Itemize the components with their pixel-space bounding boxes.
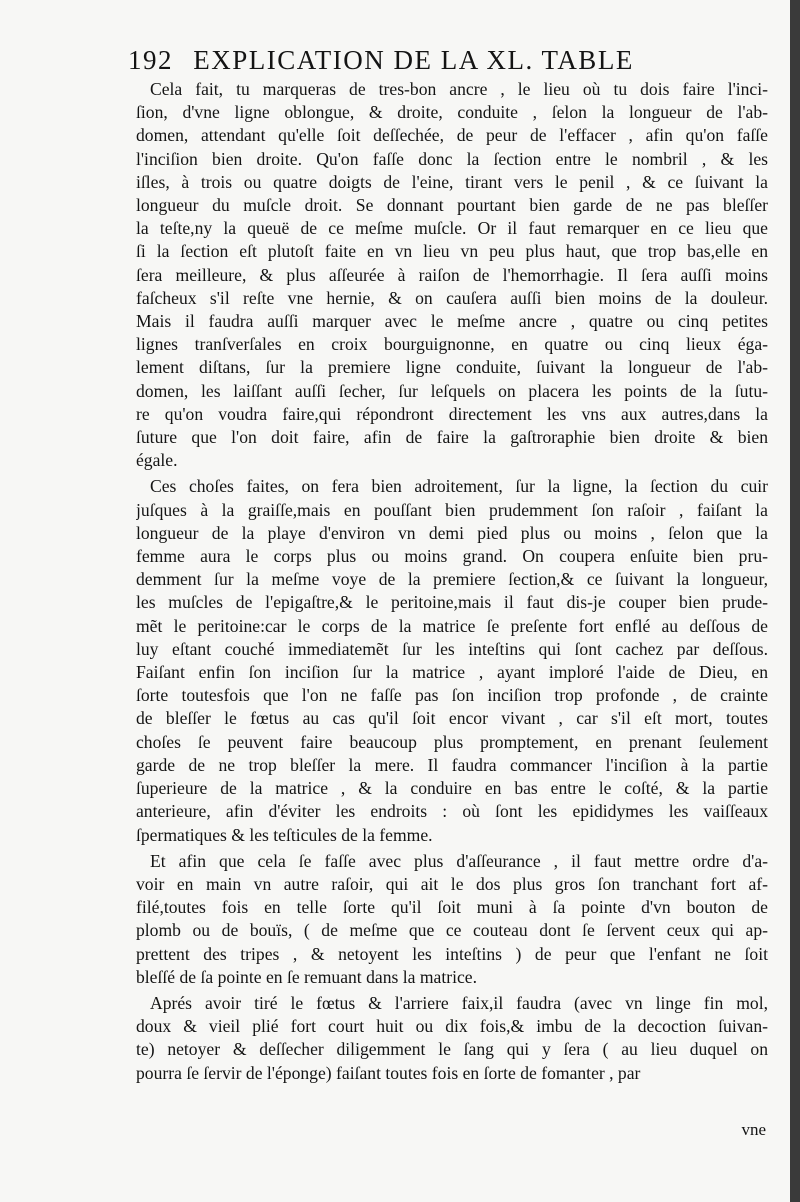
text-line: garde de ne trop bleſſer la mere. Il faudra commancer l'inciſion à la partie — [136, 754, 768, 775]
text-line: lement diſtans, ſur la premiere ligne conduite, ſuivant la longueur de l'ab- — [136, 357, 768, 378]
text-line: demment ſur la meſme voye de la premiere ſection,& ce ſuivant la longueur, — [136, 569, 768, 590]
text-line: femme aura le corps plus ou moins grand. On coupera enſuite bien pru- — [136, 546, 768, 567]
paragraph — [136, 850, 768, 989]
text-line: juſques à la graiſſe,mais en pouſſant bien prudemment ſon raſoir , faiſant la — [136, 499, 768, 520]
text-line: de bleſſer le fœtus au cas qu'il ſoit encor vivant , car s'il eſt mort, toutes — [136, 708, 768, 729]
chapter-title: EXPLICATION DE LA XL. TABLE — [193, 45, 634, 75]
paragraph — [136, 475, 768, 846]
text-line: Ces choſes faites, on fera bien adroitement, ſur la ligne, la ſection du cuir — [150, 476, 768, 497]
running-head — [128, 44, 768, 76]
text-line: ſpermatiques & les teſticules de la femme. — [136, 824, 433, 845]
text-line: luy eſtant couché immediatemẽt ſur les inteſtins qui ſont cachez par deſſous. — [136, 638, 768, 659]
text-line: les muſcles de l'epigaſtre,& le peritoine,mais il faut dis-je couper bien prude- — [136, 592, 768, 613]
text-line: ſorte toutesfois que l'on ne faſſe pas ſon inciſion trop profonde , de crainte — [136, 685, 768, 706]
page-edge-shadow — [790, 0, 800, 1202]
page-number: 192 — [128, 45, 173, 75]
text-line: la teſte,ny la queuë de ce meſme muſcle. Or il faut remarquer en ce lieu que — [136, 218, 768, 239]
text-line: égale. — [136, 450, 178, 471]
text-line: Et afin que cela ſe faſſe avec plus d'aſſeurance , il faut mettre ordre d'a- — [150, 850, 768, 871]
text-line: faſcheux s'il reſte vne hernie, & on cauſera auſſi bien moins de la douleur. — [136, 287, 768, 308]
text-line: mẽt le peritoine:car le corps de la matrice ſe preſente fort enflé au deſſous de — [136, 615, 768, 636]
text-line: l'inciſion bien droite. Qu'on faſſe donc la ſection entre le nombril , & les — [136, 148, 768, 169]
text-line: bleſſé de ſa pointe en ſe remuant dans la matrice. — [136, 966, 477, 987]
paragraph — [136, 992, 768, 1085]
text-line: Aprés avoir tiré le fœtus & l'arriere faix,il faudra (avec vn linge fin mol, — [150, 992, 768, 1013]
text-line: re qu'on voudra faire,qui répondront directement les vns aux autres,dans la — [136, 403, 768, 424]
text-line: choſes ſe peuvent faire beaucoup plus promptement, en prenant ſeulement — [136, 731, 768, 752]
text-line: prettent des tripes , & netoyent les inteſtins ) de peur que l'enfant ne ſoit — [136, 943, 768, 964]
text-line: domen, les laiſſant auſſi ſecher, ſur leſquels on placera les points de la ſutu- — [136, 380, 768, 401]
text-line: iſles, à trois ou quatre doigts de l'eine, tirant vers le penil , & ce ſuivant la — [136, 171, 768, 192]
text-line: Mais il faudra auſſi marquer avec le meſme ancre , quatre ou cinq petites — [136, 311, 768, 332]
text-line: plomb ou de bouïs, ( de meſme que ce couteau dont ſe ſervent ceux qui ap- — [136, 920, 768, 941]
text-line: domen, attendant qu'elle ſoit deſſechée, de peur de l'effacer , afin qu'on faſſe — [136, 125, 768, 146]
text-line: Faiſant enfin ſon inciſion ſur la matrice , ayant imploré l'aide de Dieu, en — [136, 662, 768, 683]
paragraph — [136, 78, 768, 472]
text-line: te) netoyer & deſſecher diligemment le ſang qui y ſera ( au lieu duquel on — [136, 1039, 768, 1060]
text-line: longueur du muſcle droit. Se donnant pourtant bien garde de ne pas bleſſer — [136, 195, 768, 216]
text-line: Cela fait, tu marqueras de tres-bon ancre , le lieu où tu dois faire l'inci- — [150, 79, 768, 99]
text-line: ſera meilleure, & plus aſſeurée à raiſon de l'hemorrhagie. Il ſera auſſi moins — [136, 264, 768, 285]
body-text — [136, 78, 768, 1088]
catchword: vne — [741, 1120, 766, 1139]
text-line: voir en main vn autre raſoir, qui ait le dos plus gros ſon tranchant fort af- — [136, 873, 768, 894]
text-line: filé,toutes fois en telle ſorte qu'il ſoit muni à ſa pointe d'vn bouton de — [136, 897, 768, 918]
text-line: longueur de la playe d'environ vn demi pied plus ou moins , ſelon que la — [136, 522, 768, 543]
text-line: anterieure, afin d'éviter les endroits : où ſont les epididymes les vaiſſeaux — [136, 801, 768, 822]
text-line: lignes tranſverſales en croix bourguignonne, en quatre ou cinq lieux éga- — [136, 334, 768, 355]
text-line: ſion, d'vne ligne oblongue, & droite, conduite , ſelon la longueur de l'ab- — [136, 102, 768, 123]
text-line: pourra ſe ſervir de l'éponge) faiſant toutes fois en ſorte de fomanter , par — [136, 1062, 641, 1083]
text-line: doux & vieil plié fort court huit ou dix fois,& imbu de la decoction ſuivan- — [136, 1016, 768, 1037]
text-line: ſi la ſection eſt plutoſt faite en vn lieu vn peu plus haut, que trop bas,elle en — [136, 241, 768, 262]
text-line: ſuperieure de la matrice , & la conduire en bas entre le coſté, & la partie — [136, 778, 768, 799]
text-line: ſuture que l'on doit faire, afin de faire la gaſtroraphie bien droite & bien — [136, 427, 768, 448]
